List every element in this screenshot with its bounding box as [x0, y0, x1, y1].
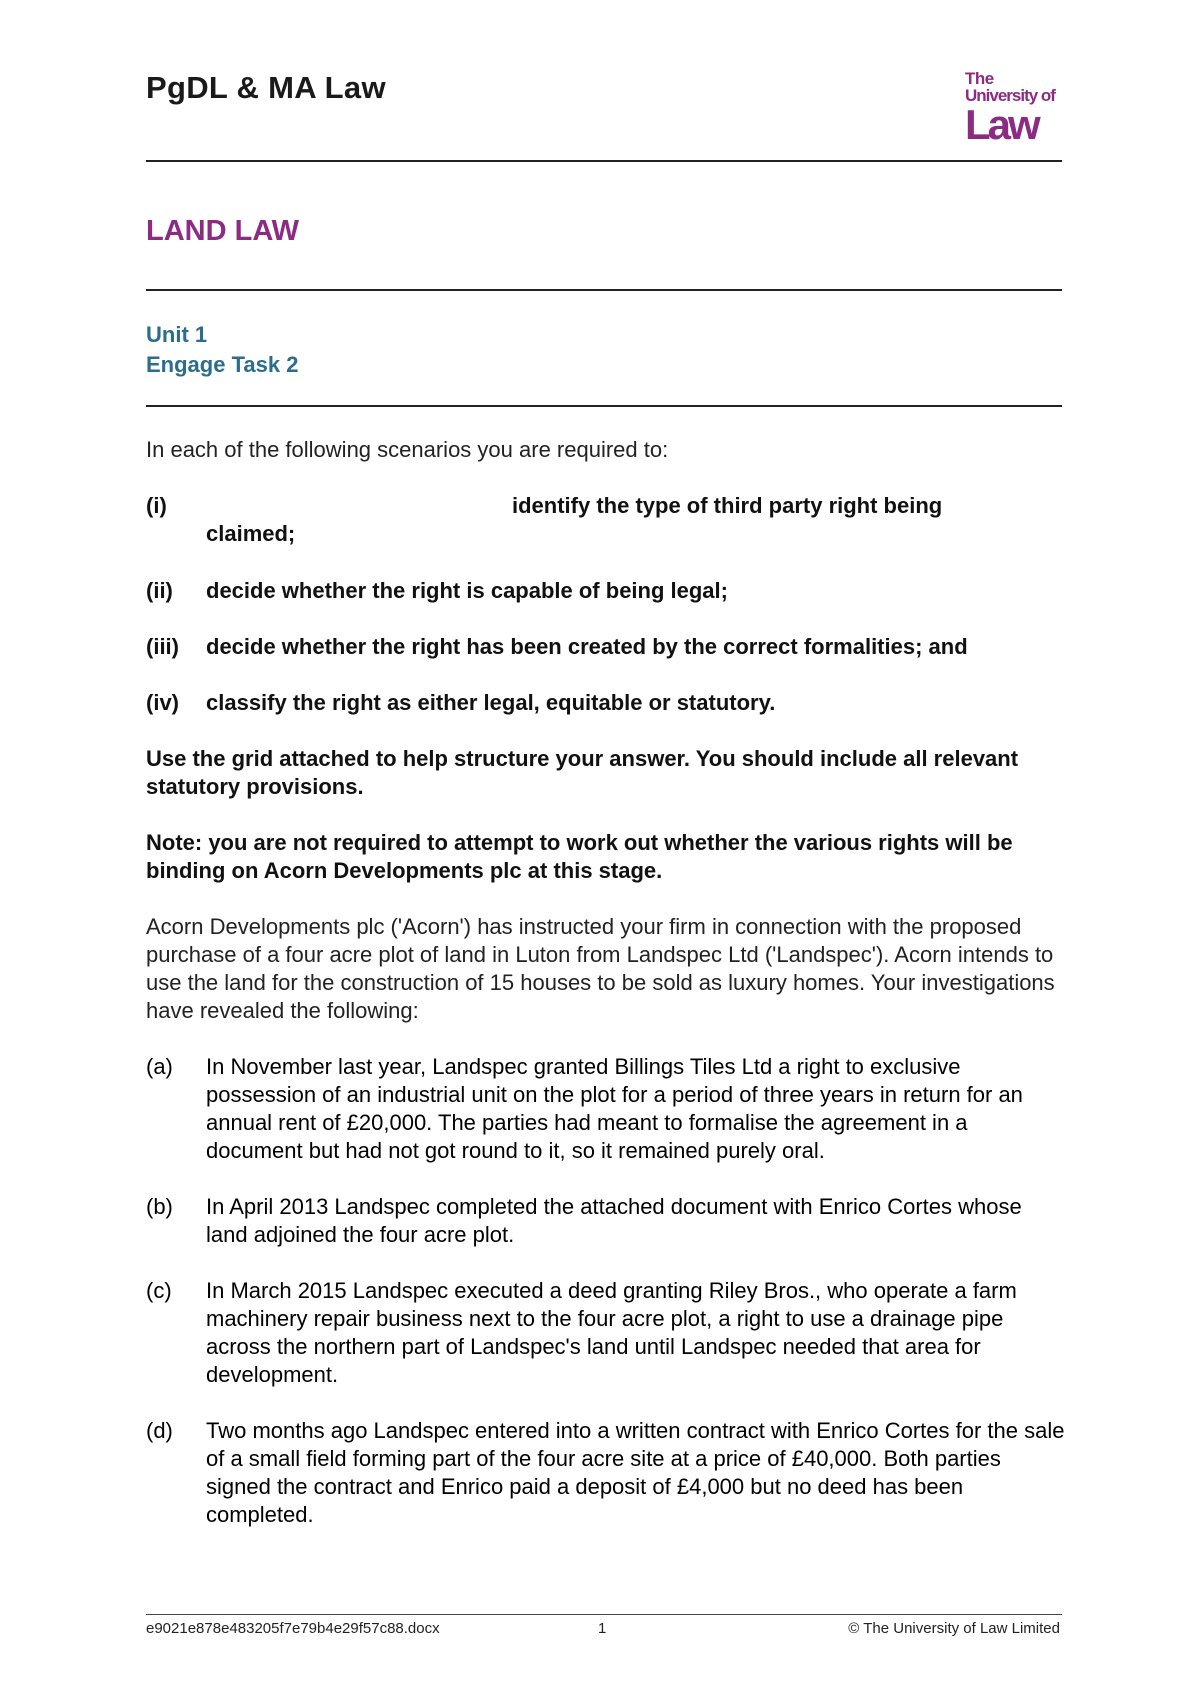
note-text: Note: you are not required to attempt to work out whether the various rights will be binding on Acorn Developments plc at this stage.	[146, 830, 1013, 883]
requirement-number: (iv)	[146, 690, 179, 715]
requirement-number: (ii)	[146, 578, 173, 603]
unit-heading	[146, 320, 298, 380]
scenario-text: In November last year, Landspec granted Billings Tiles Ltd a right to exclusive possession of an industrial unit on the plot for a period of three years in return for an annual rent of £20,000. The parties had meant to formalise the agreement in a document but had not got round to it, so it remained purely oral.	[206, 1054, 1023, 1163]
divider	[146, 289, 1062, 291]
scenario-label: (c)	[146, 1278, 172, 1303]
requirement-text: decide whether the right has been created by the correct formalities; and	[206, 634, 968, 659]
logo-line-3: Law	[965, 101, 1038, 148]
requirement-text: classify the right as either legal, equitable or statutory.	[206, 690, 776, 715]
divider	[146, 160, 1062, 162]
scenario-text: Two months ago Landspec entered into a written contract with Enrico Cortes for the sale of a small field forming part of the four acre site at a price of £40,000. Both parties signed the contract and Enrico paid a deposit of £4,000 but no deed has been completed.	[206, 1418, 1065, 1527]
scenario-label: (a)	[146, 1054, 173, 1079]
logo-line-1: The	[965, 69, 994, 88]
intro-text: In each of the following scenarios you are required to:	[146, 437, 669, 462]
task-label: Engage Task 2	[146, 352, 299, 377]
requirement-text-continuation: claimed;	[206, 521, 296, 546]
requirement-number: (i)	[146, 493, 167, 518]
divider	[146, 405, 1062, 407]
scenario-intro: Acorn Developments plc ('Acorn') has instructed your firm in connection with the proposed purchase of a four acre plot of land in Luton from Landspec Ltd ('Landspec'). Acorn intends to use the land for the construction of 15 houses to be sold as luxury homes. Your investigations have revealed the following:	[146, 914, 1055, 1023]
footer-filename: e9021e878e483205f7e79b4e29f57c88.docx	[146, 1620, 440, 1637]
document-title: LAND LAW	[146, 215, 300, 247]
footer-copyright: © The University of Law Limited	[848, 1620, 1060, 1637]
requirement-text: identify the type of third party right being	[512, 493, 943, 518]
logo-line-2: University of	[965, 86, 1055, 105]
footer-divider	[146, 1614, 1062, 1615]
requirement-number: (iii)	[146, 634, 179, 659]
scenario-text: In March 2015 Landspec executed a deed granting Riley Bros., who operate a farm machinery repair business next to the four acre plot, a right to use a drainage pipe across the northern part of Landspec's land until Landspec needed that area for development.	[206, 1278, 1017, 1387]
header-title: PgDL & MA Law	[146, 70, 386, 105]
scenario-label: (b)	[146, 1194, 173, 1219]
unit-label: Unit 1	[146, 322, 208, 347]
requirement-text: decide whether the right is capable of being legal;	[206, 578, 728, 603]
scenario-text: In April 2013 Landspec completed the attached document with Enrico Cortes whose land adjoined the four acre plot.	[206, 1194, 1022, 1247]
scenario-label: (d)	[146, 1418, 173, 1443]
grid-instruction: Use the grid attached to help structure your answer. You should include all relevant statutory provisions.	[146, 746, 1019, 799]
footer-page-number: 1	[598, 1620, 607, 1637]
university-of-law-logo	[965, 70, 1065, 150]
